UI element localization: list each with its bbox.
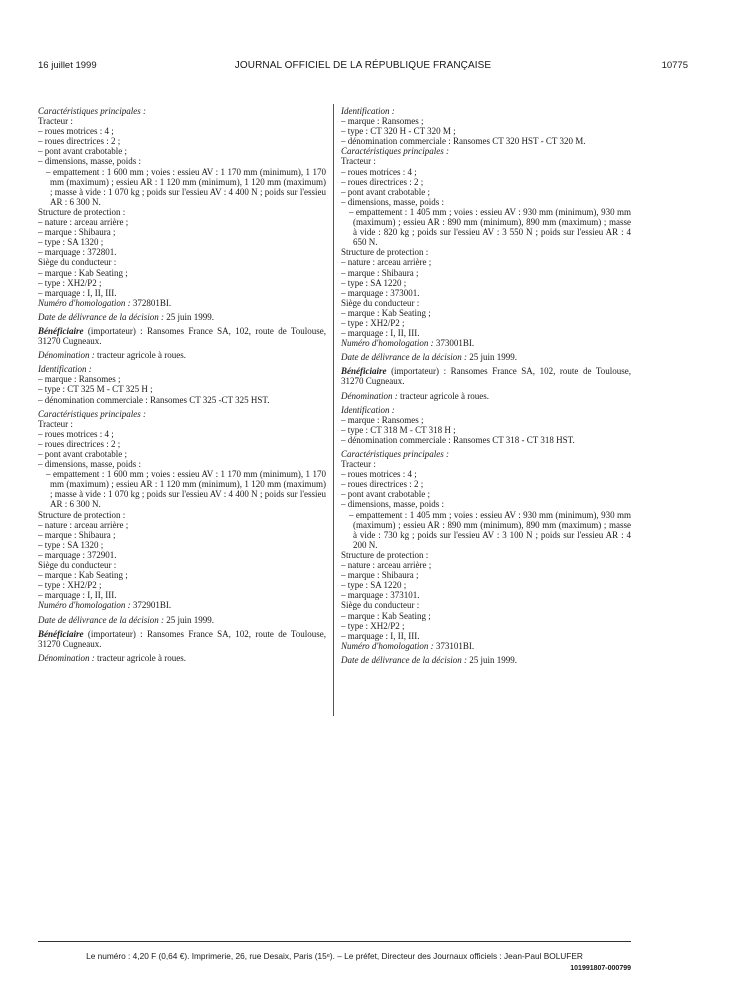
text-line: – marque : Ransomes ; [38,374,121,385]
text-line: – roues directrices : 2 ; [341,479,424,490]
text-line: – type : SA 1320 ; [38,539,104,550]
text-line: Numéro d'homologation : 373001BI. [341,338,475,349]
text-line: – dimensions, masse, poids : [38,156,141,167]
right-column [341,106,631,665]
text-line: Numéro d'homologation : 372801BI. [38,297,172,308]
footer-rule [38,941,631,942]
text-line: Tracteur : [341,459,376,470]
text-line: Dénomination : tracteur agricole à roues. [38,652,186,663]
text-line: – roues motrices : 4 ; [38,428,114,439]
text-line: – nature : arceau arrière ; [38,519,129,530]
text-line: Tracteur : [38,418,73,429]
text-line: – dimensions, masse, poids : [341,196,444,207]
text-line: Caractéristiques principales : [341,146,449,157]
text-line: – roues motrices : 4 ; [38,126,114,137]
text-line: – roues motrices : 4 ; [341,166,417,177]
text-line: – marquage : 373001. [341,287,420,298]
text-line: Bénéficiaire (importateur) : Ransomes France SA, 102, route de Toulouse, 31270 Cugneaux. [38,628,326,649]
text-line: – type : XH2/P2 ; [341,620,405,631]
text-line: – marque : Kab Seating ; [341,610,431,621]
text-line: – type : CT 318 M - CT 318 H ; [341,424,456,435]
text-line: – empattement : 1 600 mm ; voies : essieu AV : 1 170 mm (minimum), 1 170 mm (maximum) ; essieu AR : 1 120 mm (minimum), 1 120 mm (maximum) ; masse à vide : 1 070 kg ; poids sur l'essieu AV : 4 400 N ; poids sur l'essieu AR : 6 300 N. [46,469,326,510]
footer-code: 101991807-000799 [570,965,631,972]
text-line: – dénomination commerciale : Ransomes CT 320 HST - CT 320 M. [341,136,586,147]
text-line: – marque : Kab Seating ; [38,267,128,278]
text-line: – marquage : I, II, III. [341,630,420,641]
text-line: – marquage : 372801. [38,247,117,258]
text-line: – marque : Shibaura ; [38,227,116,238]
text-line: – dénomination commerciale : Ransomes CT 325 -CT 325 HST. [38,394,270,405]
text-line: – roues motrices : 4 ; [341,469,417,480]
text-line: Date de délivrance de la décision : 25 juin 1999. [341,654,517,665]
text-line: – pont avant crabotable ; [341,186,430,197]
text-line: Dénomination : tracteur agricole à roues. [341,390,489,401]
text-line: – type : CT 325 M - CT 325 H ; [38,384,153,395]
column-divider [333,104,334,716]
text-line: Structure de protection : [341,247,429,258]
journal-title: JOURNAL OFFICIEL DE LA RÉPUBLIQUE FRANÇAISE [234,60,492,71]
text-line: – pont avant crabotable ; [38,449,127,459]
text-line: – type : XH2/P2 ; [341,317,405,328]
text-line: – nature : arceau arrière ; [38,217,129,228]
text-line: Date de délivrance de la décision : 25 juin 1999. [341,352,517,363]
header-date: 16 juillet 1999 [38,60,97,71]
text-line: – roues directrices : 2 ; [38,438,121,449]
text-line: – empattement : 1 600 mm ; voies : essieu AV : 1 170 mm (minimum), 1 170 mm (maximum) ; essieu AR : 1 120 mm (minimum), 1 120 mm (maximum) ; masse à vide : 1 070 kg ; poids sur l'essieu AV : 4 400 N ; poids sur l'essieu AR : 6 300 N. [46,166,326,207]
text-line: – empattement : 1 405 mm ; voies : essieu AV : 930 mm (minimum), 930 mm (maximum) ; essieu AR : 890 mm (minimum), 890 mm (maximum) ; masse à vide : 820 kg ; poids sur l'essieu AV : 3 550 N ; poids sur l'essieu AR : 4 650 N. [349,206,631,248]
text-line: Structure de protection : [38,509,126,520]
left-column [38,106,326,663]
text-line: – nature : arceau arrière ; [341,560,432,571]
text-line: Siège du conducteur : [38,257,117,268]
text-line: – marquage : I, II, III. [38,590,117,601]
text-line: – marque : Shibaura ; [38,529,116,540]
text-line: – type : SA 1220 ; [341,580,407,591]
text-line: – dimensions, masse, poids : [341,499,444,510]
text-line: Siège du conducteur : [38,560,117,571]
text-line: – marque : Ransomes ; [341,414,424,425]
text-line: – marque : Shibaura ; [341,267,419,278]
text-line: Date de délivrance de la décision : 25 juin 1999. [38,614,214,625]
text-line: – marque : Kab Seating ; [38,570,128,581]
text-line: – marque : Ransomes ; [341,116,424,127]
page-number: 10775 [661,60,688,71]
text-line: – type : CT 320 H - CT 320 M ; [341,126,456,137]
text-line: Numéro d'homologation : 372901BI. [38,600,172,611]
text-line: – pont avant crabotable ; [341,489,430,500]
text-line: Identification : [341,404,395,415]
text-line: – type : SA 1320 ; [38,237,104,248]
text-line: – dimensions, masse, poids : [38,459,141,470]
text-line: – marque : Shibaura ; [341,570,419,581]
text-line: Dénomination : tracteur agricole à roues. [38,350,186,361]
text-line: Identification : [38,364,92,375]
text-line: Bénéficiaire (importateur) : Ransomes France SA, 102, route de Toulouse, 31270 Cugneaux. [341,366,631,387]
text-line: Bénéficiaire (importateur) : Ransomes France SA, 102, route de Toulouse, 31270 Cugneaux. [38,325,326,347]
text-line: Tracteur : [38,116,73,127]
text-line: – marquage : 372901. [38,549,117,560]
footer-imprint: Le numéro : 4,20 F (0,64 €). Imprimerie, 26, rue Desaix, Paris (15ᵉ). – Le préfet, Directeur des Journaux officiels : Jean-Paul BOLUFER [86,951,583,961]
text-line: – marque : Kab Seating ; [341,307,431,318]
text-line: – type : XH2/P2 ; [38,580,102,591]
text-line: – marquage : I, II, III. [341,328,420,339]
text-line: Identification : [341,106,395,116]
text-line: Caractéristiques principales : [341,449,449,459]
text-line: – roues directrices : 2 ; [341,176,424,187]
text-line: – dénomination commerciale : Ransomes CT 318 - CT 318 HST. [341,434,575,445]
text-line: Siège du conducteur : [341,600,420,611]
text-line: Date de délivrance de la décision : 25 juin 1999. [38,311,214,322]
text-line: Structure de protection : [341,549,429,560]
text-line: – roues directrices : 2 ; [38,136,121,147]
text-line: – empattement : 1 405 mm ; voies : essieu AV : 930 mm (minimum), 930 mm (maximum) ; essieu AR : 890 mm (minimum), 890 mm (maximum) ; masse à vide : 730 kg ; poids sur l'essieu AV : 3 100 N ; poids sur l'essieu AR : 4 200 N. [349,509,631,550]
text-line: – marquage : I, II, III. [38,287,117,298]
text-line: – type : SA 1220 ; [341,277,407,288]
text-line: Caractéristiques principales : [38,408,146,419]
text-line: – nature : arceau arrière ; [341,257,432,268]
page-header [38,60,688,74]
text-line: – marquage : 373101. [341,590,420,601]
text-line: – pont avant crabotable ; [38,146,127,157]
text-line: Tracteur : [341,156,376,167]
text-line: Numéro d'homologation : 373101BI. [341,640,475,651]
text-line: Structure de protection : [38,206,126,217]
text-line: Siège du conducteur : [341,297,420,308]
text-line: – type : XH2/P2 ; [38,277,102,288]
text-line: Caractéristiques principales : [38,106,146,116]
